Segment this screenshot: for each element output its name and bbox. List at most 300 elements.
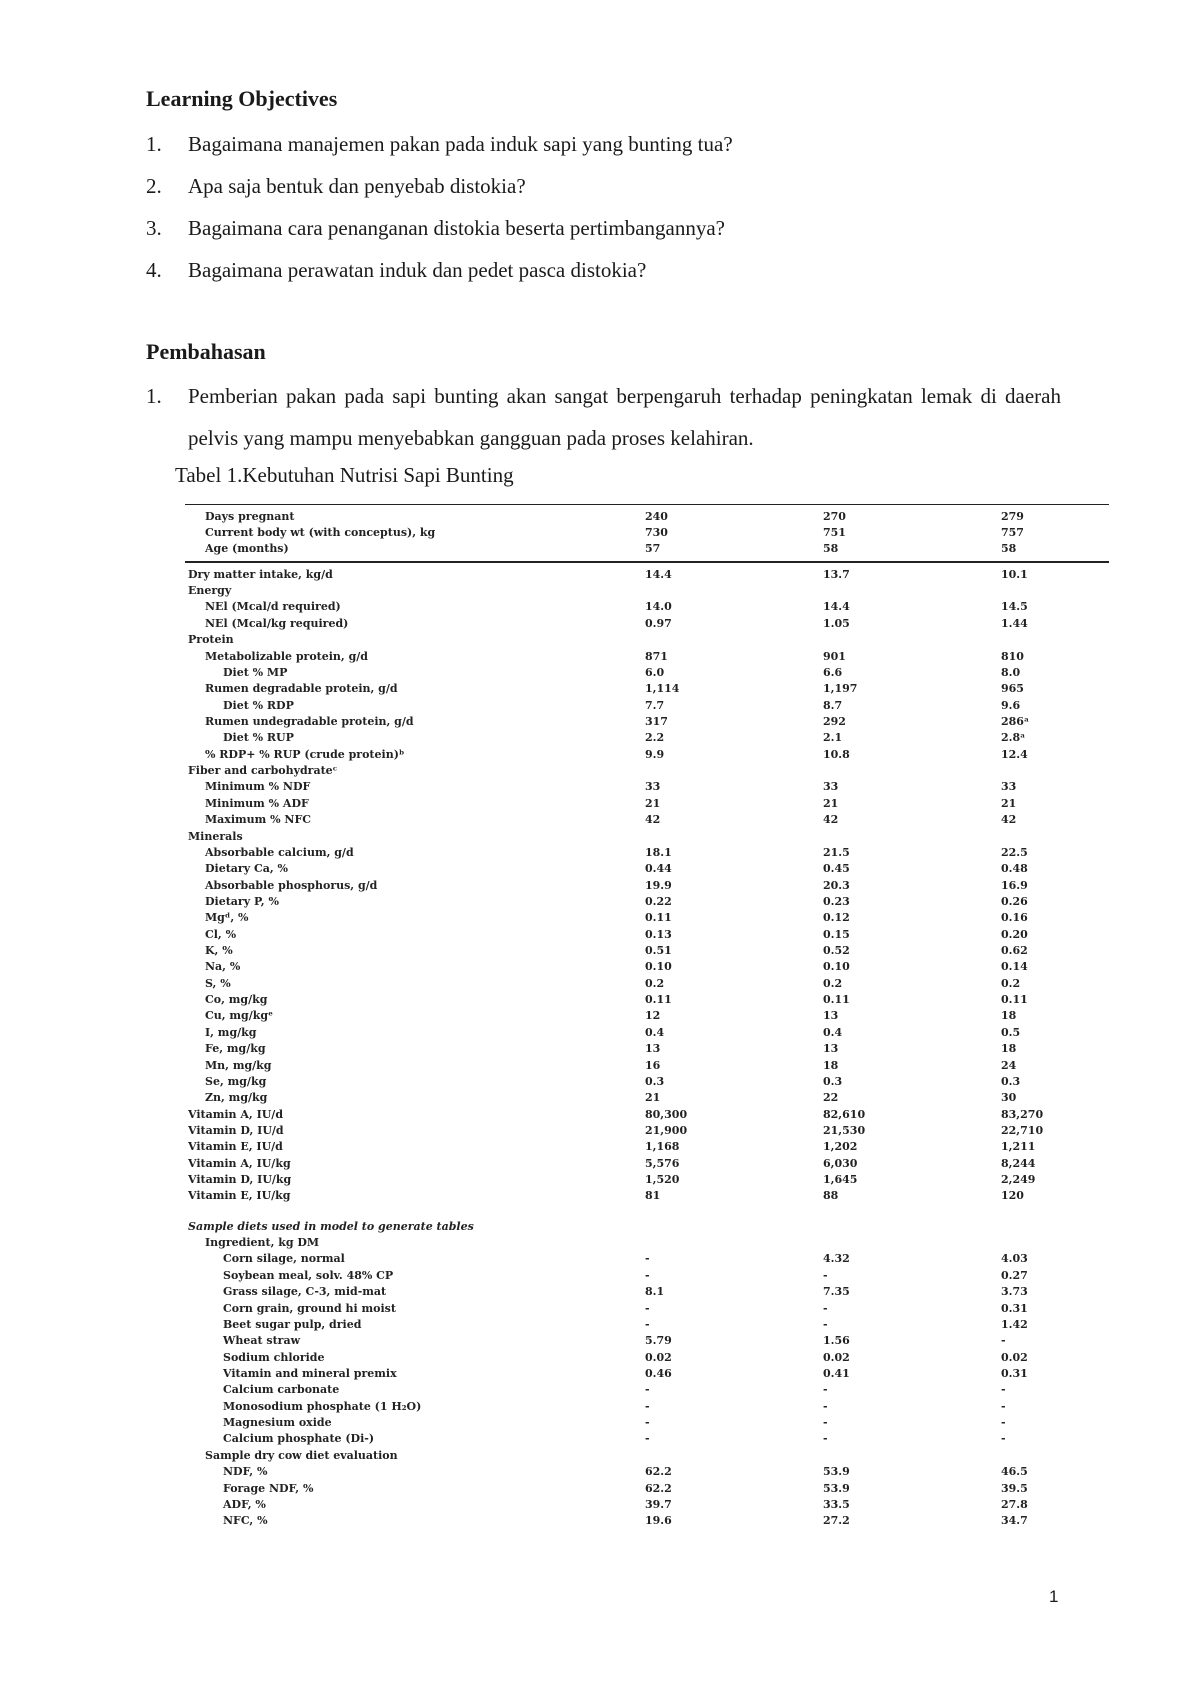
row-label: Vitamin and mineral premix (223, 1367, 397, 1380)
row-label: Calcium phosphate (Di-) (223, 1432, 375, 1446)
row-value: 0.44 (645, 862, 672, 876)
row-value: 1,645 (823, 1173, 858, 1187)
row-label: Calcium carbonate (223, 1383, 340, 1397)
row-value (1001, 1447, 1109, 1463)
row-value: 0.51 (645, 944, 672, 958)
list-text: Apa saja bentuk dan penyebab distokia? (188, 174, 526, 198)
row-label: Protein (188, 633, 234, 647)
row-label: Minimum % ADF (205, 796, 309, 810)
row-label: S, % (205, 976, 231, 990)
sample-diets-title: Sample diets used in model to generate tables (188, 1219, 474, 1233)
row-value: 33 (645, 780, 661, 794)
row-value: - (1001, 1383, 1006, 1397)
row-value: 12.4 (1001, 747, 1028, 761)
page-number: 1 (1049, 1587, 1059, 1606)
table-row (185, 1431, 1109, 1447)
objective-item (146, 123, 1061, 165)
row-value: 0.27 (1001, 1268, 1028, 1282)
table-row (185, 795, 1109, 811)
row-value: 2.2 (645, 731, 665, 745)
row-label: Grass silage, C-3, mid-mat (223, 1285, 387, 1299)
table-row (185, 524, 1109, 540)
row-value: 0.26 (1001, 894, 1028, 908)
table-row (185, 893, 1109, 909)
table-row (185, 1057, 1109, 1073)
row-value: 2.8ᵃ (1001, 731, 1026, 745)
row-label: I, mg/kg (205, 1025, 257, 1039)
row-value: 270 (823, 505, 1001, 525)
row-value: - (823, 1399, 828, 1413)
row-value: 120 (1001, 1189, 1024, 1203)
row-value: 730 (645, 526, 668, 540)
row-value: 0.62 (1001, 944, 1028, 958)
row-value: 240 (645, 505, 823, 525)
table-row (185, 681, 1109, 697)
row-value: 8.7 (823, 698, 843, 712)
row-value (823, 582, 1001, 598)
row-value: 34.7 (1001, 1514, 1028, 1528)
row-label: Mgᵈ, % (205, 911, 249, 925)
row-value: 81 (645, 1189, 661, 1203)
row-value: 292 (823, 714, 846, 728)
row-value: 22 (823, 1091, 839, 1105)
row-label: Forage NDF, % (223, 1481, 314, 1495)
table-row (185, 1041, 1109, 1057)
table-row (185, 844, 1109, 860)
row-label: Age (months) (205, 542, 289, 556)
row-label: Dietary P, % (205, 894, 279, 908)
row-value: 0.13 (645, 927, 672, 941)
row-value: 0.31 (1001, 1367, 1028, 1380)
row-label: Dry matter intake, kg/d (185, 562, 645, 582)
pembahasan-item (146, 375, 1061, 459)
row-value: 16.9 (1001, 878, 1028, 892)
row-value: 0.45 (823, 862, 850, 876)
table-row (185, 746, 1109, 762)
row-value: - (645, 1252, 650, 1266)
table-row (185, 762, 1109, 778)
row-label: Diet % MP (223, 665, 288, 679)
list-number: 2. (146, 174, 162, 198)
row-value: 24 (1001, 1058, 1017, 1072)
table-row (185, 1382, 1109, 1398)
row-value: 0.52 (823, 944, 850, 958)
row-value: 7.7 (645, 698, 665, 712)
table-row (185, 1333, 1109, 1349)
row-value: 5.79 (645, 1334, 672, 1348)
row-value: - (645, 1432, 650, 1446)
row-value: 7.35 (823, 1285, 850, 1299)
row-value: 757 (1001, 526, 1024, 540)
table-row (185, 562, 1109, 582)
table-row (185, 942, 1109, 958)
table-row (185, 1316, 1109, 1332)
row-label: Diet % RUP (223, 731, 294, 745)
sample-diets-title-row (185, 1218, 1109, 1234)
row-value (1001, 1234, 1109, 1250)
row-value: 6,030 (823, 1156, 858, 1170)
row-value: 1,197 (823, 682, 858, 696)
row-label: NFC, % (223, 1514, 268, 1528)
row-value: 0.20 (1001, 927, 1028, 941)
table-row (185, 1398, 1109, 1414)
row-value: 1.05 (823, 616, 850, 630)
row-value (1001, 582, 1109, 598)
row-value: 33.5 (823, 1497, 850, 1511)
row-value: 16 (645, 1058, 661, 1072)
table-row (185, 910, 1109, 926)
row-value: - (645, 1416, 650, 1430)
row-label: Energy (188, 584, 232, 598)
row-value: 4.32 (823, 1252, 850, 1266)
table-row (185, 632, 1109, 648)
row-value (823, 762, 1001, 778)
row-label: Sodium chloride (223, 1350, 325, 1364)
row-value: 14.5 (1001, 600, 1028, 614)
row-value: 33 (823, 780, 839, 794)
table-row (185, 541, 1109, 562)
row-value: 1,211 (1001, 1140, 1036, 1154)
row-value: 1.56 (823, 1334, 850, 1348)
row-value: 0.2 (1001, 976, 1021, 990)
row-value: 19.9 (645, 878, 672, 892)
row-value: 13 (823, 1042, 839, 1056)
row-value: 9.6 (1001, 698, 1021, 712)
row-value: 22,710 (1001, 1123, 1044, 1137)
row-value: 8,244 (1001, 1156, 1036, 1170)
row-value: 5,576 (645, 1156, 680, 1170)
table-row (185, 1496, 1109, 1512)
row-value: 1.42 (1001, 1317, 1028, 1331)
objectives-list (146, 123, 1061, 291)
table-row (185, 1349, 1109, 1365)
row-value: 901 (823, 649, 846, 663)
row-value: 18 (1001, 1009, 1017, 1023)
row-value (645, 1447, 823, 1463)
table-row (185, 713, 1109, 729)
table-row (185, 648, 1109, 664)
row-value: 0.2 (823, 976, 843, 990)
row-value: 0.31 (1001, 1301, 1028, 1315)
objective-item (146, 249, 1061, 291)
row-label: Magnesium oxide (223, 1416, 332, 1430)
row-value: 279 (1001, 505, 1109, 525)
row-value: 27.8 (1001, 1497, 1028, 1511)
row-value: - (1001, 1432, 1006, 1446)
table-row (185, 664, 1109, 680)
nutrition-requirements-table (185, 504, 1109, 1529)
row-label: Maximum % NFC (205, 813, 312, 827)
row-label: Soybean meal, solv. 48% CP (223, 1268, 394, 1282)
row-label: Vitamin E, IU/kg (188, 1189, 291, 1203)
row-value (645, 1234, 823, 1250)
row-value (645, 582, 823, 598)
list-number: 1. (146, 132, 162, 156)
row-value: 88 (823, 1189, 839, 1203)
table-row (185, 861, 1109, 877)
row-value: 0.15 (823, 927, 850, 941)
row-value: 13.7 (823, 562, 1001, 582)
row-label: Mn, mg/kg (205, 1058, 272, 1072)
row-label: Minerals (188, 829, 243, 843)
row-label: Co, mg/kg (205, 993, 268, 1007)
row-value: 0.4 (645, 1025, 665, 1039)
row-value: 58 (823, 542, 839, 556)
row-label: % RDP+ % RUP (crude protein)ᵇ (205, 747, 405, 761)
row-value (645, 828, 823, 844)
row-value: 18 (1001, 1042, 1017, 1056)
table-row (185, 1300, 1109, 1316)
row-value: 83,270 (1001, 1107, 1044, 1121)
row-value: 0.23 (823, 894, 850, 908)
row-value: 0.46 (645, 1367, 672, 1380)
row-label: Ingredient, kg DM (205, 1236, 320, 1250)
row-value: - (823, 1301, 828, 1315)
row-label: Vitamin A, IU/kg (188, 1156, 291, 1170)
row-value: - (1001, 1416, 1006, 1430)
row-value (645, 632, 823, 648)
table-row (185, 877, 1109, 893)
row-value: 0.02 (823, 1350, 850, 1364)
row-value: 0.3 (1001, 1074, 1021, 1088)
row-value: 317 (645, 714, 668, 728)
row-value: - (823, 1416, 828, 1430)
row-value: 82,610 (823, 1107, 866, 1121)
row-value: 0.22 (645, 894, 672, 908)
row-value (645, 762, 823, 778)
row-value: - (1001, 1334, 1006, 1348)
table-row (185, 599, 1109, 615)
row-value: - (645, 1399, 650, 1413)
objective-item (146, 207, 1061, 249)
row-value: - (1001, 1399, 1006, 1413)
pembahasan-heading: Pembahasan (146, 339, 266, 364)
table-row (185, 1106, 1109, 1122)
pembahasan-list (146, 375, 1061, 459)
table-row (185, 1284, 1109, 1300)
row-label: Beet sugar pulp, dried (223, 1317, 362, 1331)
row-value: 21 (1001, 796, 1017, 810)
row-value: 20.3 (823, 878, 850, 892)
row-value: 0.02 (1001, 1350, 1028, 1364)
row-value: 4.03 (1001, 1252, 1028, 1266)
row-value: 0.10 (645, 960, 672, 974)
table-row (185, 828, 1109, 844)
table-row (185, 1365, 1109, 1381)
row-value: 0.02 (645, 1350, 672, 1364)
row-value: 21.5 (823, 845, 850, 859)
row-value: 0.16 (1001, 911, 1028, 925)
row-value: 0.97 (645, 616, 672, 630)
table-row (185, 959, 1109, 975)
row-value: 0.3 (645, 1074, 665, 1088)
row-value: 1,520 (645, 1173, 680, 1187)
row-value: 1.44 (1001, 616, 1028, 630)
row-value: 12 (645, 1009, 661, 1023)
row-value: 0.14 (1001, 960, 1028, 974)
row-value: - (645, 1301, 650, 1315)
row-value: 46.5 (1001, 1465, 1028, 1479)
row-value: 21,900 (645, 1123, 688, 1137)
row-value: 10.8 (823, 747, 850, 761)
row-label: Rumen undegradable protein, g/d (205, 714, 414, 728)
table-row (185, 1171, 1109, 1187)
row-value: 0.11 (645, 911, 672, 925)
table-row (185, 811, 1109, 827)
row-value: 57 (645, 542, 661, 556)
row-label: Minimum % NDF (205, 780, 311, 794)
row-value: 22.5 (1001, 845, 1028, 859)
row-value: - (823, 1383, 828, 1397)
row-value (1001, 632, 1109, 648)
row-value: 1,202 (823, 1140, 858, 1154)
row-label: Fiber and carbohydrateᶜ (188, 764, 338, 778)
table-row (185, 1414, 1109, 1430)
row-label: Zn, mg/kg (205, 1091, 268, 1105)
table-row (185, 1073, 1109, 1089)
row-label: Dietary Ca, % (205, 862, 288, 876)
row-value (1001, 762, 1109, 778)
row-value: 30 (1001, 1091, 1017, 1105)
row-value: 19.6 (645, 1514, 672, 1528)
row-value: 0.2 (645, 976, 665, 990)
row-label: NEl (Mcal/kg required) (205, 616, 349, 630)
table-row (185, 1155, 1109, 1171)
table-row (185, 1480, 1109, 1496)
row-label: Sample dry cow diet evaluation (205, 1448, 398, 1462)
list-text: Bagaimana perawatan induk dan pedet pasca distokia? (188, 258, 647, 282)
row-value: 18 (823, 1058, 839, 1072)
table-row (185, 1122, 1109, 1138)
row-value: 62.2 (645, 1465, 672, 1479)
row-label: Current body wt (with conceptus), kg (205, 526, 436, 540)
list-number: 1. (146, 384, 162, 408)
table-row (185, 926, 1109, 942)
table-row (185, 1251, 1109, 1267)
row-value: 0.10 (823, 960, 850, 974)
list-number: 3. (146, 216, 162, 240)
row-label: Cl, % (205, 927, 237, 941)
row-value: 6.0 (645, 665, 665, 679)
table-caption: Tabel 1.Kebutuhan Nutrisi Sapi Bunting (175, 463, 514, 487)
row-value: 42 (645, 813, 661, 827)
row-label: Vitamin E, IU/d (188, 1140, 283, 1154)
row-value: 0.41 (823, 1367, 850, 1380)
row-value: 13 (823, 1009, 839, 1023)
row-value: 53.9 (823, 1465, 850, 1479)
row-value: 1,114 (645, 682, 680, 696)
row-value: 0.48 (1001, 862, 1028, 876)
row-label: Corn silage, normal (223, 1252, 345, 1266)
row-value: 18.1 (645, 845, 672, 859)
table-row (185, 1139, 1109, 1155)
row-value: 751 (823, 526, 846, 540)
row-label: Se, mg/kg (205, 1074, 267, 1088)
row-label: Days pregnant (185, 505, 645, 525)
row-value: 53.9 (823, 1481, 850, 1495)
row-value (823, 632, 1001, 648)
objective-item (146, 165, 1061, 207)
row-value: - (823, 1432, 828, 1446)
row-value (823, 1447, 1001, 1463)
table-row (185, 582, 1109, 598)
row-label: Na, % (205, 960, 241, 974)
table-row (185, 779, 1109, 795)
row-value: 0.3 (823, 1074, 843, 1088)
row-value: 1,168 (645, 1140, 680, 1154)
row-value: 33 (1001, 780, 1017, 794)
row-value: 21,530 (823, 1123, 866, 1137)
row-label: ADF, % (223, 1497, 266, 1511)
row-label: Metabolizable protein, g/d (205, 649, 368, 663)
row-value: - (645, 1383, 650, 1397)
table-row (185, 1188, 1109, 1204)
table-row (185, 975, 1109, 991)
table-row (185, 1090, 1109, 1106)
row-value (823, 1234, 1001, 1250)
row-value: 14.0 (645, 600, 672, 614)
row-value: 0.11 (823, 993, 850, 1007)
table-row (185, 615, 1109, 631)
row-value: 10.1 (1001, 562, 1109, 582)
row-value (823, 828, 1001, 844)
row-label: NDF, % (223, 1465, 268, 1479)
table-row (185, 1463, 1109, 1479)
row-value: 14.4 (645, 562, 823, 582)
row-value: 27.2 (823, 1514, 850, 1528)
list-text: Bagaimana cara penanganan distokia beserta pertimbangannya? (188, 216, 726, 240)
row-value: 6.6 (823, 665, 843, 679)
table-row (185, 697, 1109, 713)
row-value: 39.7 (645, 1497, 672, 1511)
row-label: Diet % RDP (223, 698, 294, 712)
row-label: NEl (Mcal/d required) (205, 600, 341, 614)
row-value: 8.1 (645, 1285, 665, 1299)
row-value: 13 (645, 1042, 661, 1056)
row-value: - (645, 1268, 650, 1282)
row-value: - (645, 1317, 650, 1331)
row-label: Wheat straw (223, 1334, 301, 1348)
row-label: Fe, mg/kg (205, 1042, 266, 1056)
row-label: Absorbable calcium, g/d (205, 845, 354, 859)
row-value: 58 (1001, 542, 1017, 556)
row-value: 9.9 (645, 747, 665, 761)
row-value: 0.12 (823, 911, 850, 925)
row-value: - (823, 1268, 828, 1282)
row-value: - (823, 1317, 828, 1331)
learning-objectives-heading: Learning Objectives (146, 86, 338, 111)
table-row (185, 730, 1109, 746)
row-value: 14.4 (823, 600, 850, 614)
list-text: Pemberian pakan pada sapi bunting akan sangat berpengaruh terhadap peningkatan lemak di daerah pelvis yang mampu menyebabkan gangguan pada proses kelahiran. (188, 384, 1061, 450)
row-value: 62.2 (645, 1481, 672, 1495)
row-value: 286ᵃ (1001, 714, 1030, 728)
table-row (185, 991, 1109, 1007)
row-label: Cu, mg/kgᵉ (205, 1009, 273, 1023)
row-label: Vitamin A, IU/d (188, 1107, 284, 1121)
table-row (185, 1024, 1109, 1040)
row-value: 0.11 (1001, 993, 1028, 1007)
row-value: 810 (1001, 649, 1024, 663)
row-value: 0.11 (645, 993, 672, 1007)
row-value: 42 (1001, 813, 1017, 827)
row-label: Vitamin D, IU/d (188, 1123, 284, 1137)
row-label: Rumen degradable protein, g/d (205, 682, 398, 696)
table-spacer (185, 1204, 1109, 1218)
row-value (1001, 828, 1109, 844)
row-value: 0.4 (823, 1025, 843, 1039)
row-value: 80,300 (645, 1107, 688, 1121)
